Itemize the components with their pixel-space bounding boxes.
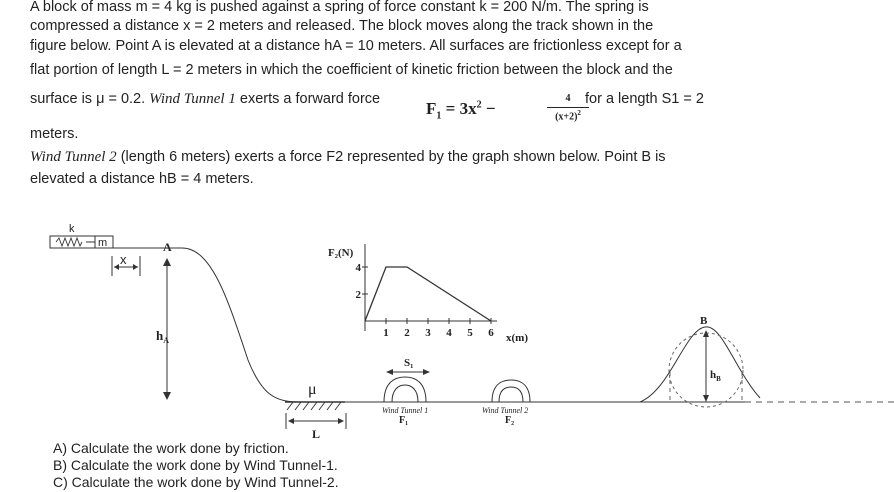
problem-line-7: Wind Tunnel 2 (length 6 meters) exerts a force F2 represented by the graph shown below. Point B is bbox=[30, 149, 666, 165]
graph-xtick-label: 6 bbox=[488, 327, 494, 339]
f2-series-line bbox=[365, 267, 491, 321]
graph-xtick-label: 1 bbox=[383, 327, 389, 339]
problem-line-8: elevated a distance hB = 4 meters. bbox=[30, 171, 254, 187]
spring-k-label: k bbox=[69, 223, 75, 235]
wind-tunnel-2-label: Wind Tunnel 2 bbox=[482, 406, 529, 415]
graph-ytick-label: 4 bbox=[355, 262, 361, 274]
s1-label: S₁ bbox=[404, 357, 414, 369]
problem-line-1: A block of mass m = 4 kg is pushed against a spring of force constant k = 200 N/m. The spring is bbox=[30, 0, 649, 15]
wind-tunnel-1-force: F₁ bbox=[399, 415, 409, 426]
graph-xtick-label: 3 bbox=[425, 327, 431, 339]
equation-numerator: 4 bbox=[565, 93, 571, 104]
problem-line-6: meters. bbox=[30, 126, 79, 142]
mass-m-label: m bbox=[98, 237, 108, 249]
friction-hatch bbox=[287, 402, 341, 410]
graph-xtick-label: 2 bbox=[404, 327, 410, 339]
hb-label: $h_B$ bbox=[710, 369, 721, 383]
graph-xtick-label: 5 bbox=[467, 327, 473, 339]
question-b: B) Calculate the work done by Wind Tunnel-1. bbox=[53, 457, 338, 473]
wind-tunnel-2-inner bbox=[499, 387, 523, 402]
wind-tunnel-2-text: Wind Tunnel 2 bbox=[30, 149, 117, 165]
wind-tunnel-1-text: Wind Tunnel 1 bbox=[149, 91, 236, 107]
question-c: C) Calculate the work done by Wind Tunnel-2. bbox=[53, 474, 339, 490]
problem-line-3: figure below. Point A is elevated at a distance hA = 10 meters. All surfaces are frictionless except for a bbox=[30, 38, 682, 54]
graph-xtick-label: 4 bbox=[446, 327, 452, 339]
wind-tunnel-1-arch bbox=[384, 377, 426, 402]
wind-tunnel-2-arch bbox=[492, 380, 530, 402]
l-label: L bbox=[312, 427, 321, 441]
wind-tunnel-2-force: F₂ bbox=[505, 415, 515, 426]
x-label: x bbox=[120, 252, 127, 267]
f2-graph bbox=[328, 244, 528, 344]
equation-denominator: $(x+2)^2$ bbox=[555, 109, 581, 123]
graph-x-label: x(m) bbox=[506, 332, 528, 344]
graph-ytick-label: 2 bbox=[355, 289, 361, 301]
wind-tunnel-1-label: Wind Tunnel 1 bbox=[382, 406, 429, 415]
question-a: A) Calculate the work done by friction. bbox=[53, 440, 289, 456]
problem-line-2: compressed a distance x = 2 meters and released. The block moves along the track shown in the bbox=[30, 18, 654, 34]
forward-force-text: exerts a forward force bbox=[235, 91, 381, 107]
force-equation: $F_1 = 3x^2$ − bbox=[426, 99, 496, 122]
point-b-label: B bbox=[700, 315, 708, 327]
graph-y-label: F₂(N) bbox=[328, 247, 354, 259]
mu-label: μ bbox=[308, 381, 317, 398]
wind-tunnel-1-inner bbox=[392, 385, 418, 402]
ha-label: $h_A$ bbox=[156, 328, 170, 345]
point-a-label: A bbox=[163, 240, 172, 254]
mu-text: surface is μ = 0.2. bbox=[30, 91, 150, 107]
track-main bbox=[112, 248, 745, 402]
s1-text: for a length S1 = 2 bbox=[585, 91, 704, 107]
problem-line-4: flat portion of length L = 2 meters in which the coefficient of kinetic friction between the block and the bbox=[30, 62, 673, 78]
spring-icon bbox=[56, 238, 82, 246]
